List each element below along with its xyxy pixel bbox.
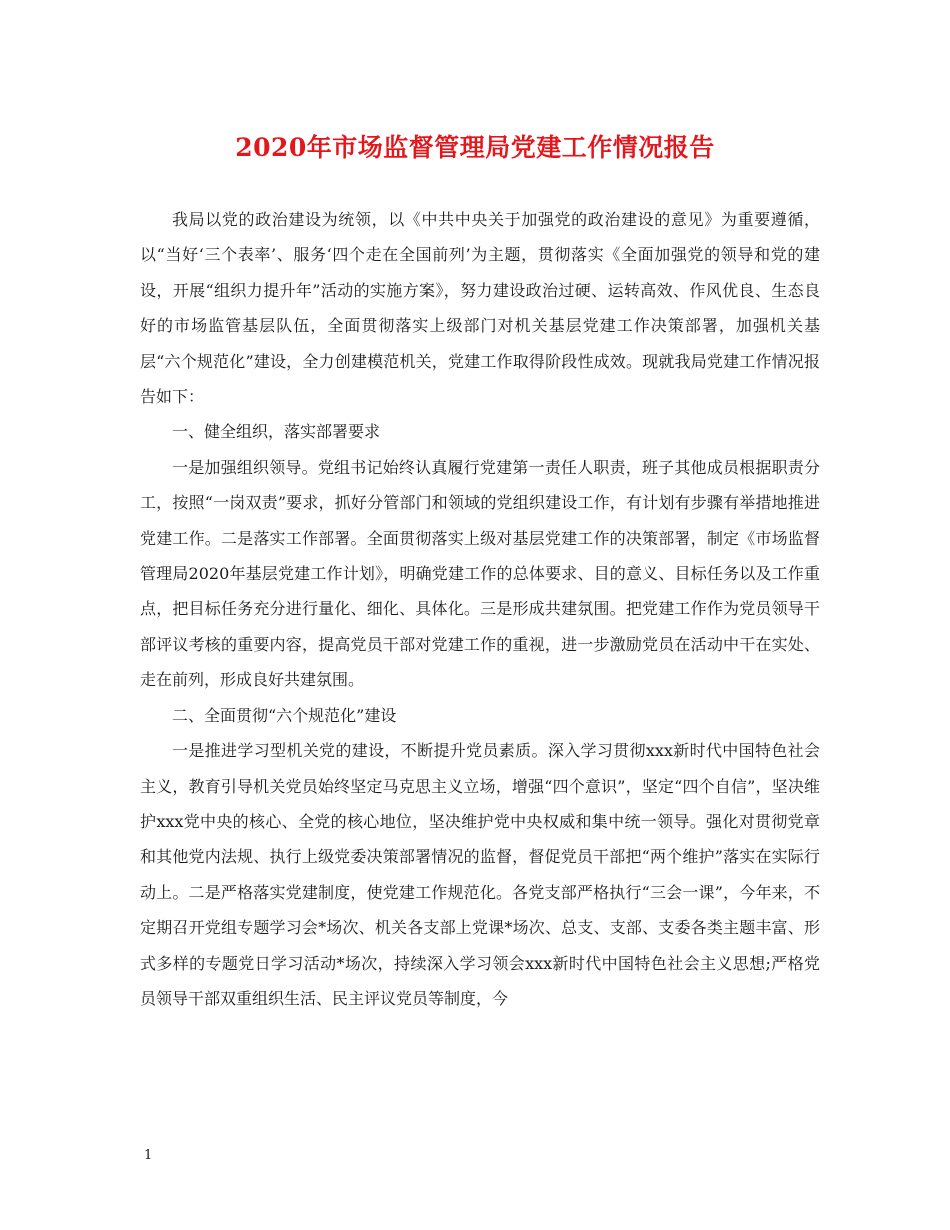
section-heading-2: 二、全面贯彻“六个规范化”建设 xyxy=(172,705,397,725)
intro-paragraph: 我局以党的政治建设为统领，以《中共中央关于加强党的政治建设的意见》为重要遵循，以“当好‘三个表率’、服务‘四个走在全国前列’为主题，贯彻落实《全面加强党的领导和党的建设，开展“组织力提升年”活动的实施方案》，努力建设政治过硬、运转高效、作风优良、生态良好的市场监管基层队伍，全面贯彻落实上级部门对机关基层党建工作决策部署，加强机关基层“六个规范化”建设，全力创建模范机关，党建工作取得阶段性成效。现就我局党建工作情况报告如下： xyxy=(140,210,820,407)
section-2-paragraph: 一是推进学习型机关党的建设，不断提升党员素质。深入学习贯彻xxx新时代中国特色社会主义，教育引导机关党员始终坚定马克思主义立场，增强“四个意识”，坚定“四个自信”，坚决维护xxx党中央的核心、全党的核心地位，坚决维护党中央权威和集中统一领导。强化对贯彻党章和其他党内法规、执行上级党委决策部署情况的监督，督促党员干部把“两个维护”落实在实际行动上。二是严格落实党建制度，使党建工作规范化。各党支部严格执行“三会一课”，今年来，不定期召开党组专题学习会*场次、机关各支部上党课*场次、总支、支部、支委各类主题丰富、形式多样的专题党日学习活动*场次，持续深入学习领会xxx新时代中国特色社会主义思想;严格党员领导干部双重组织生活、民主评议党员等制度，今 xyxy=(140,741,820,1008)
page-number: 1 xyxy=(144,1148,153,1163)
section-1-paragraph: 一是加强组织领导。党组书记始终认真履行党建第一责任人职责，班子其他成员根据职责分工，按照“一岗双责”要求，抓好分管部门和领域的党组织建设工作，有计划有步骤有举措地推进党建工作。二是落实工作部署。全面贯彻落实上级对基层党建工作的决策部署，制定《市场监督管理局2020年基层党建工作计划》，明确党建工作的总体要求、目的意义、目标任务以及工作重点，把目标任务充分进行量化、细化、具体化。三是形成共建氛围。把党建工作作为党员领导干部评议考核的重要内容，提高党员干部对党建工作的重视，进一步激励党员在活动中干在实处、走在前列，形成良好共建氛围。 xyxy=(140,457,820,690)
section-heading-1: 一、健全组织，落实部署要求 xyxy=(172,422,381,442)
document-title: 2020年市场监督管理局党建工作情况报告 xyxy=(235,133,715,162)
document-body xyxy=(140,202,820,1016)
